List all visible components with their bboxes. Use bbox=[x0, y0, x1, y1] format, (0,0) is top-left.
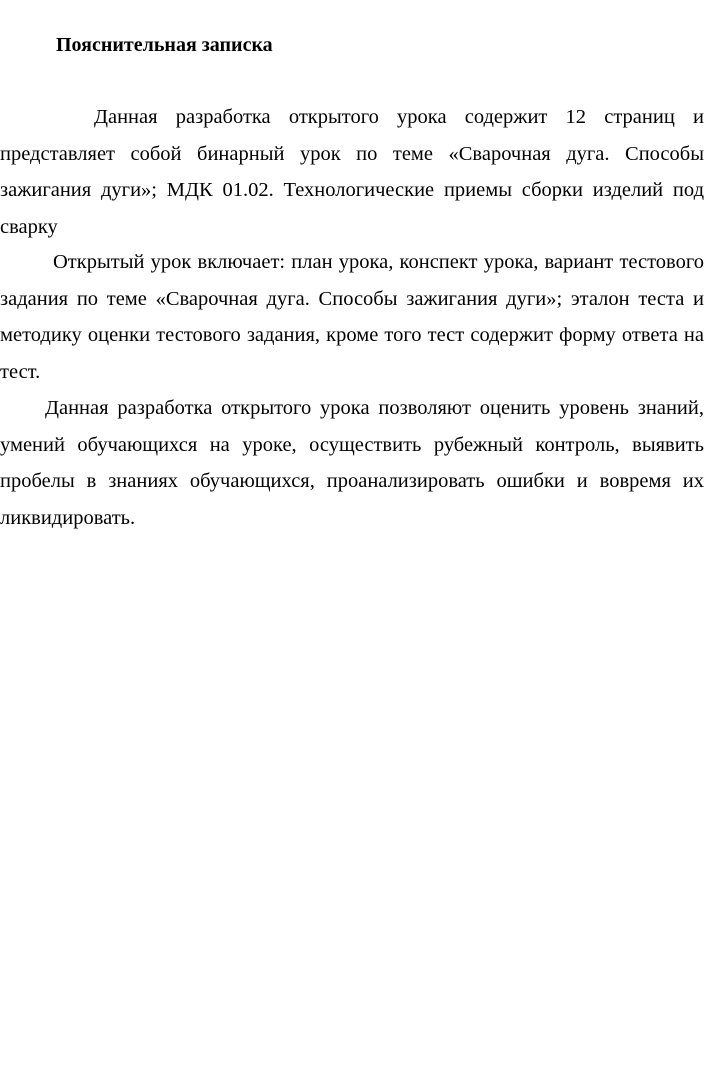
paragraph-lesson-purpose: Данная разработка открытого урока позволяют оценить уровень знаний, умений обучающихся на уроке, осуществить рубежный контроль, выявить пробелы в знаниях обучающихся, проанализировать ошибки и вовремя их ликвидировать. bbox=[0, 397, 704, 529]
document-title: Пояснительная записка bbox=[56, 34, 273, 56]
paragraph-lesson-overview: Данная разработка открытого урока содержит 12 страниц и представляет собой бинарный урок по теме «Сварочная дуга. Способы зажигания дуги»; МДК 01.02. Технологические приемы сборки изделий под сварку bbox=[0, 106, 704, 238]
paragraph-lesson-contents: Открытый урок включает: план урока, конспект урока, вариант тестового задания по теме «Сварочная дуга. Способы зажигания дуги»; эталон теста и методику оценки тестового задания, кроме того тест содержит форму ответа на тест. bbox=[0, 251, 704, 383]
